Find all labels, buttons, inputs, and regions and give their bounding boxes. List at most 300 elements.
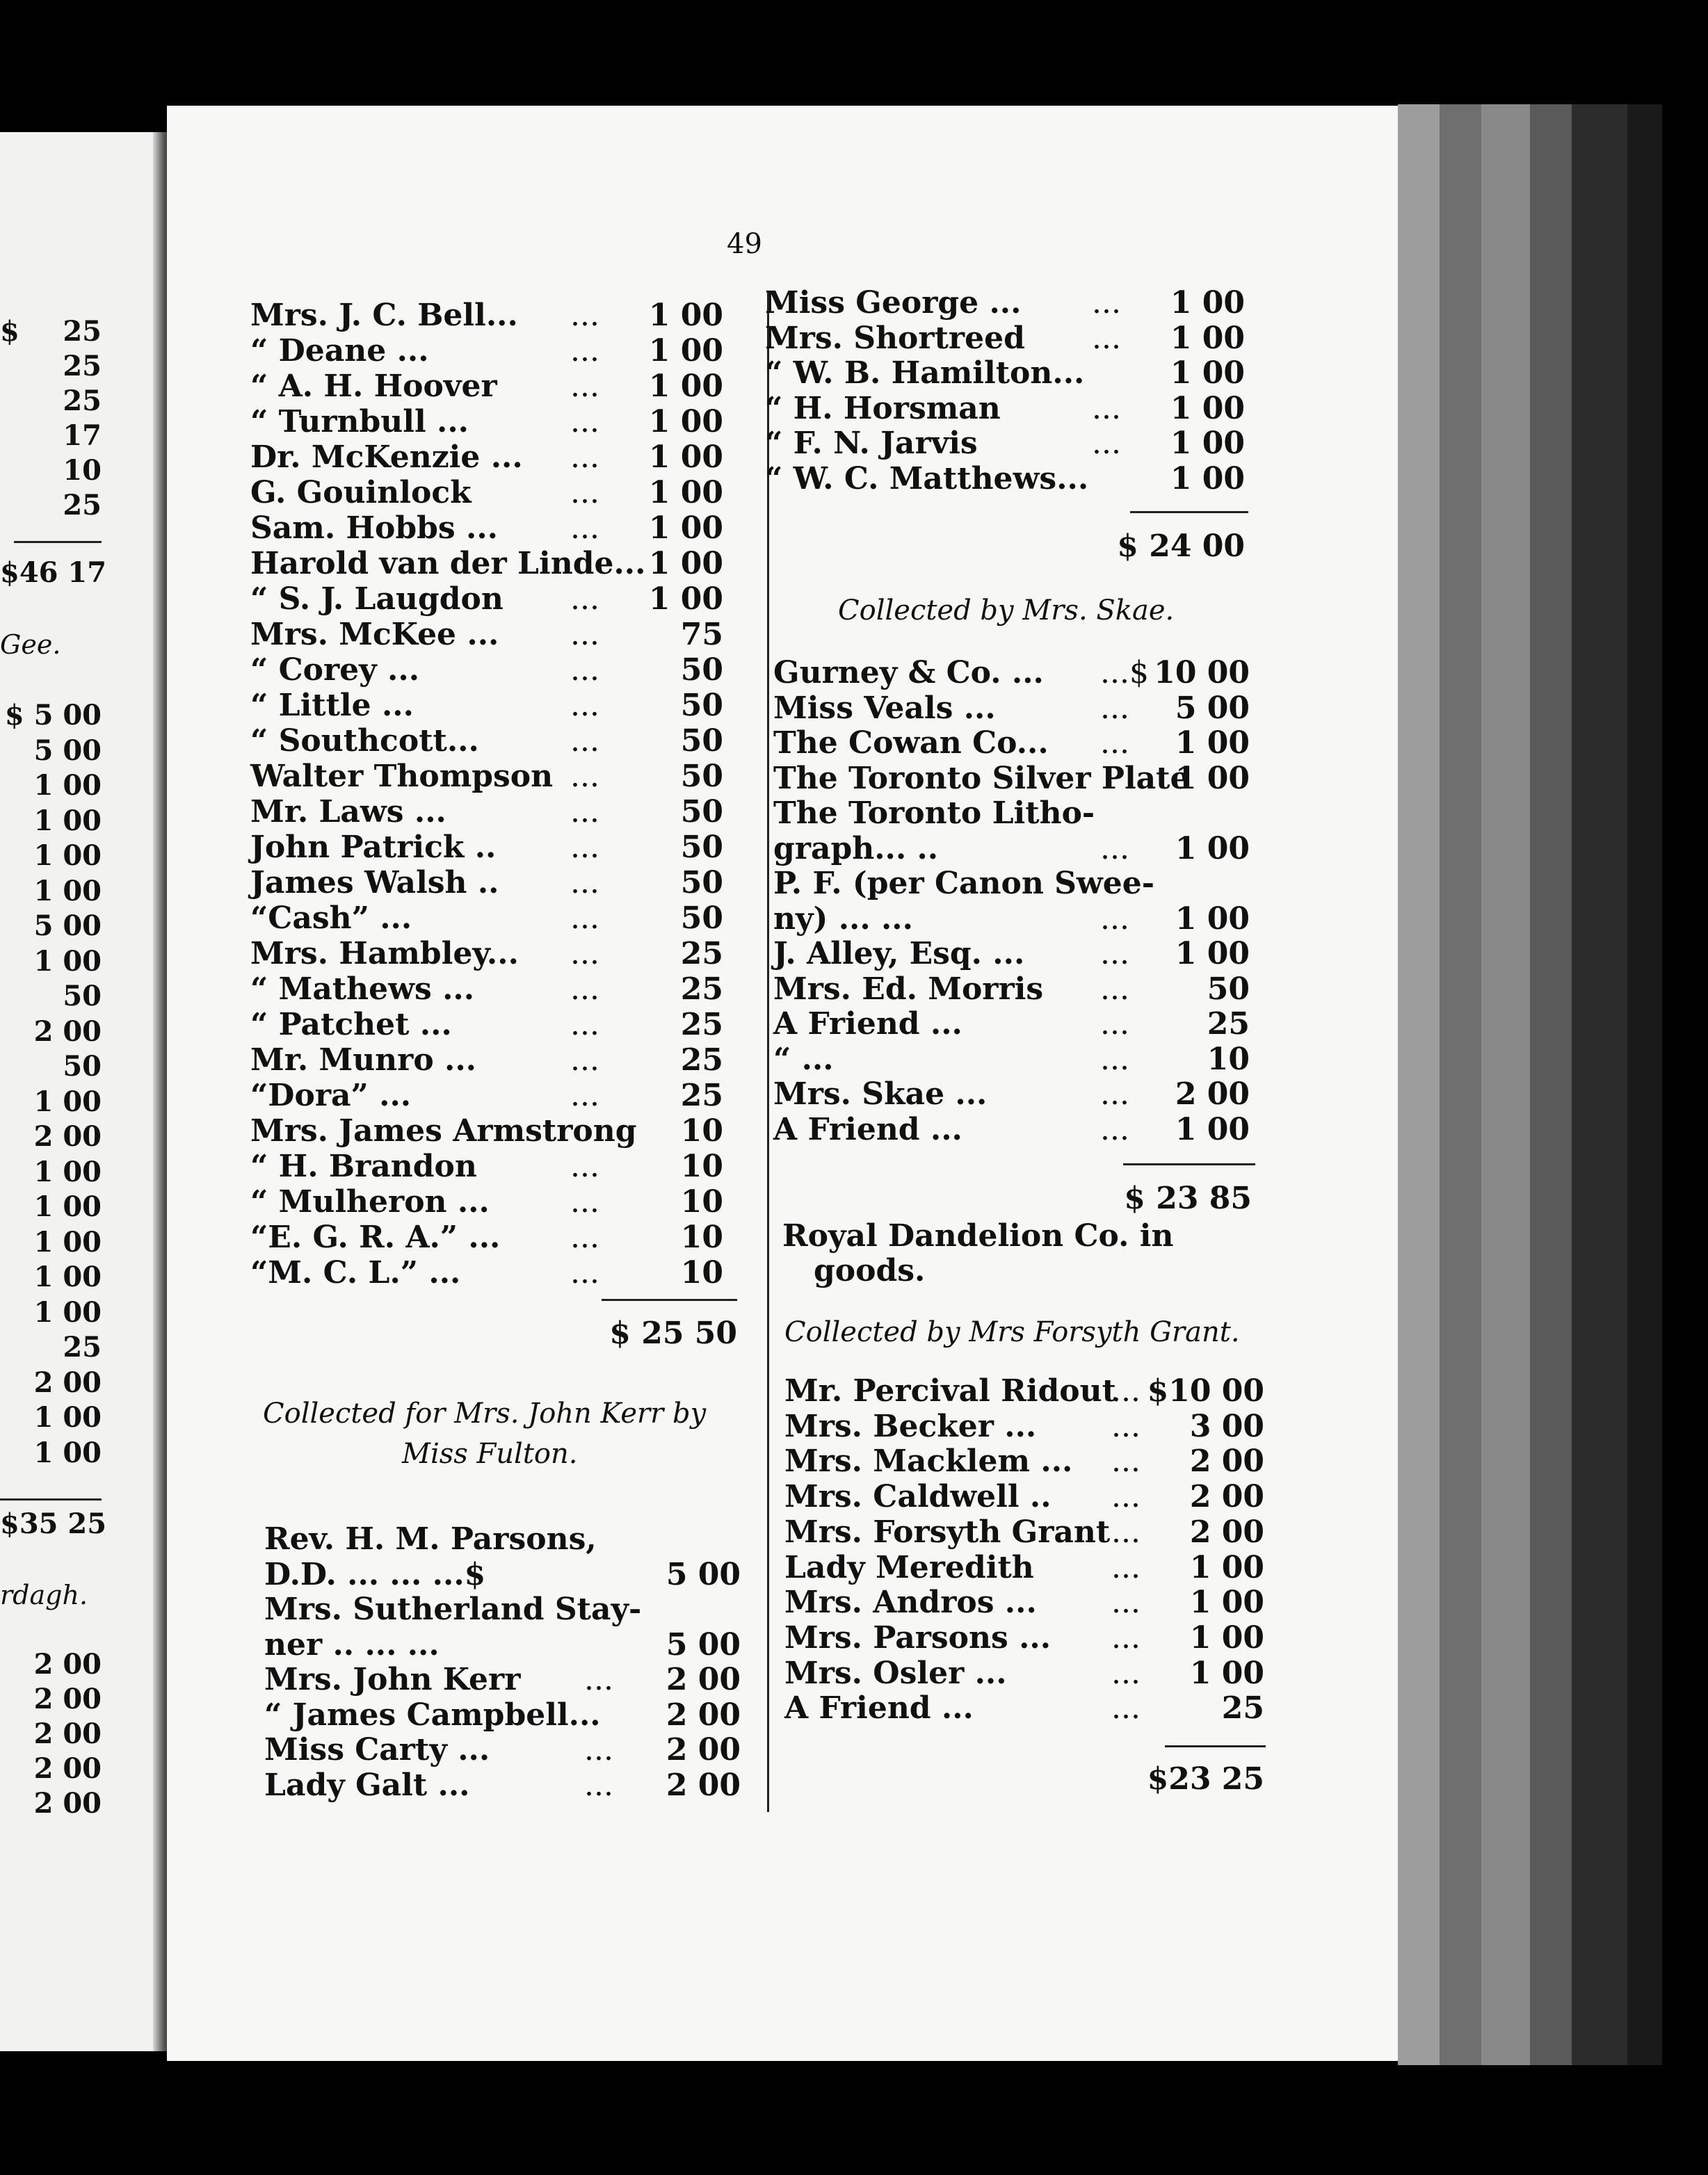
entry-amount: 1 00 <box>1170 285 1245 321</box>
entry-leader: ... <box>570 688 599 723</box>
entry-leader: ... <box>1100 1006 1129 1042</box>
entry-name: “ H. Horsman <box>765 390 1001 426</box>
fragment-amount: 50 <box>63 980 102 1012</box>
entry-amount: 1 00 <box>648 581 723 617</box>
entry-name: P. F. (per Canon Swee- <box>773 866 1155 901</box>
entry-name: The Toronto Silver Plate <box>773 760 1190 796</box>
entry-amount: 1 00 <box>1175 900 1250 937</box>
entry-amount: 10 <box>680 1184 723 1220</box>
section-heading: Collected by Mrs Forsyth Grant. <box>784 1316 1240 1348</box>
entry-amount: 3 00 <box>1189 1408 1264 1444</box>
fragment-amount: 1 00 <box>33 839 102 872</box>
book-cover-edge <box>1572 104 1627 2065</box>
entry-name: Mrs. J. C. Bell... <box>250 298 518 333</box>
ledger-entry <box>264 1662 741 1697</box>
ledger-entry <box>773 655 1250 690</box>
entry-name: Mrs. Hambley... <box>250 936 519 971</box>
ledger-entry <box>250 1149 723 1183</box>
entry-leader: ... <box>570 900 599 936</box>
entry-name: Dr. McKenzie ... <box>250 439 523 475</box>
ledger-entry <box>784 1373 1264 1408</box>
entry-leader: ... <box>570 298 599 333</box>
page-edges <box>1440 104 1481 2065</box>
ledger-entry <box>773 725 1250 760</box>
entry-amount: 2 00 <box>666 1697 741 1733</box>
fragment-amount: 25 <box>63 489 102 521</box>
entry-amount: $10 00 <box>1147 1373 1264 1409</box>
fragment-amount: 25 <box>63 1331 102 1364</box>
fragment-heading: rdagh. <box>0 1580 88 1610</box>
entry-amount: 25 <box>680 1078 723 1113</box>
page-edges <box>1530 104 1572 2065</box>
entry-leader: ... <box>1092 320 1121 356</box>
entry-name: Mrs. Forsyth Grant <box>784 1514 1111 1550</box>
ledger-entry <box>765 391 1245 426</box>
entry-leader: ... <box>1111 1690 1141 1727</box>
entry-name: “ Deane ... <box>250 333 429 369</box>
entry-name: “ ... <box>773 1041 834 1077</box>
entry-leader: ... <box>1100 971 1129 1007</box>
fragment-amount: $ 5 00 <box>4 699 102 731</box>
ledger-entry <box>250 510 723 545</box>
entry-leader: ... <box>570 936 599 971</box>
entry-amount: 1 00 <box>1175 1111 1250 1147</box>
ledger-entry <box>773 831 1250 866</box>
fragment-amount: 10 <box>63 454 102 487</box>
ledger-entry <box>773 761 1250 795</box>
fragment-amount: 5 00 <box>33 734 102 767</box>
entry-leader: ... <box>1100 900 1129 937</box>
entry-name: ny) ... ... <box>773 900 913 937</box>
entry-amount: 25 <box>680 971 723 1007</box>
ledger-entry <box>773 971 1250 1006</box>
fragment-amount: 25 <box>63 385 102 417</box>
entry-name: Lady Galt ... <box>264 1767 470 1803</box>
ledger-entry <box>784 1409 1264 1444</box>
entry-amount: 50 <box>680 723 723 759</box>
ledger-entry <box>250 830 723 864</box>
entry-amount: 1 00 <box>1175 830 1250 866</box>
entry-amount: 75 <box>680 617 723 652</box>
ledger-entry <box>784 1585 1264 1619</box>
ledger-entry <box>250 1042 723 1077</box>
page-number: 49 <box>727 228 762 260</box>
entry-name: “M. C. L.” ... <box>250 1255 461 1291</box>
fragment-amount: 1 00 <box>33 769 102 802</box>
entry-amount: 50 <box>680 688 723 723</box>
ledger-entry <box>250 617 723 652</box>
fragment-amount: 1 00 <box>33 1190 102 1223</box>
entry-amount: 2 00 <box>666 1732 741 1768</box>
entry-amount: 5 00 <box>1175 690 1250 726</box>
entry-name: Miss Veals ... <box>773 690 996 726</box>
entry-leader: ... <box>570 333 599 369</box>
entry-leader: ... <box>1100 725 1129 761</box>
ledger-entry <box>784 1620 1264 1655</box>
fragment-amount: 2 00 <box>33 1683 102 1715</box>
ledger-entry <box>773 866 1250 900</box>
entry-name: John Patrick .. <box>250 830 497 865</box>
entry-name: “Dora” ... <box>250 1078 412 1113</box>
entry-name: “ S. J. Laugdon <box>250 581 503 617</box>
entry-name: Mrs. McKee ... <box>250 617 499 652</box>
ledger-entry <box>765 321 1245 355</box>
entry-leader: ...$ <box>1100 655 1149 690</box>
page-edges <box>1398 104 1440 2065</box>
entry-leader: ... <box>570 369 599 404</box>
ledger-entry <box>773 901 1250 936</box>
fragment-amount: 2 00 <box>33 1787 102 1820</box>
entry-leader: ... <box>1100 936 1129 971</box>
entry-name: “ W. C. Matthews... <box>765 460 1089 496</box>
fragment-amount: 1 00 <box>33 944 102 978</box>
fragment-amount: 5 00 <box>33 909 102 942</box>
entry-leader: ... <box>1111 1549 1141 1585</box>
fragment-amount: 17 <box>63 419 102 452</box>
entry-leader: ... <box>1111 1585 1141 1621</box>
entry-leader: ... <box>570 794 599 830</box>
entry-amount: 50 <box>1207 971 1250 1007</box>
entry-amount: 1 00 <box>1170 390 1245 426</box>
entry-amount: 2 00 <box>666 1767 741 1803</box>
ledger-entry <box>264 1521 741 1556</box>
entry-amount: 1 00 <box>648 510 723 546</box>
entry-leader: ... <box>570 652 599 688</box>
entry-name: Mrs. Ed. Morris <box>773 971 1044 1007</box>
ledger-entry <box>250 546 723 581</box>
entry-name: “ Southcott... <box>250 723 479 759</box>
entry-name: Mrs. Becker ... <box>784 1408 1037 1444</box>
entry-name: “ Corey ... <box>250 652 420 688</box>
entry-name: Mr. Munro ... <box>250 1042 476 1078</box>
page-edges <box>1481 104 1530 2065</box>
entry-name: Miss Carty ... <box>264 1732 490 1768</box>
fragment-amount: 50 <box>63 1050 102 1083</box>
entry-amount: 1 00 <box>648 475 723 510</box>
entry-amount: 25 <box>1221 1690 1264 1727</box>
total-rule <box>14 541 102 543</box>
entry-amount: 2 00 <box>1175 1076 1250 1112</box>
ledger-entry <box>250 652 723 687</box>
entry-leader: ... <box>570 759 599 794</box>
entry-amount: 1 00 <box>648 404 723 439</box>
entry-name: “ Mulheron ... <box>250 1184 490 1220</box>
entry-name: graph... .. <box>773 830 939 866</box>
entry-leader: ... <box>570 1220 599 1255</box>
fragment-amount: 2 00 <box>33 1752 102 1785</box>
ledger-entry <box>250 404 723 439</box>
entry-name: “ James Campbell... <box>264 1697 601 1733</box>
entry-leader: ... <box>584 1767 613 1803</box>
fragment-amount: 2 00 <box>33 1014 102 1048</box>
ledger-entry <box>264 1768 741 1802</box>
entry-name: Mrs. James Armstrong <box>250 1113 637 1149</box>
ledger-entry <box>773 1076 1250 1111</box>
fragment-amount: 1 00 <box>33 1295 102 1329</box>
entry-leader: ... <box>1100 1111 1129 1147</box>
entry-amount: 25 <box>1207 1006 1250 1042</box>
entry-name: Mrs. Osler ... <box>784 1655 1007 1691</box>
entry-leader: ... <box>1092 390 1121 426</box>
entry-amount: 50 <box>680 759 723 794</box>
entry-amount: 5 00 <box>666 1556 741 1592</box>
fragment-total: $46 17 <box>0 556 107 589</box>
entry-amount: 50 <box>680 794 723 830</box>
entry-amount: 1 00 <box>1175 725 1250 761</box>
entry-leader: ... <box>1111 1373 1141 1409</box>
note-line: Royal Dandelion Co. in <box>782 1218 1174 1254</box>
ledger-entry <box>784 1479 1264 1514</box>
entry-name: James Walsh .. <box>250 865 499 900</box>
entry-amount: 1 00 <box>1189 1549 1264 1585</box>
entry-leader: ... <box>570 439 599 475</box>
fragment-amount: 1 00 <box>33 1401 102 1434</box>
ledger-entry <box>250 475 723 510</box>
column-total: $ 24 00 <box>1117 528 1245 564</box>
entry-name: “E. G. R. A.” ... <box>250 1220 501 1255</box>
entry-leader: ... <box>1092 285 1121 321</box>
entry-name: Mrs. Shortreed <box>765 320 1025 356</box>
entry-amount: 50 <box>680 652 723 688</box>
entry-name: Walter Thompson <box>250 759 554 794</box>
entry-leader: ... <box>570 510 599 546</box>
ledger-entry <box>250 1113 723 1148</box>
entry-amount: 1 00 <box>1175 760 1250 796</box>
ledger-entry <box>250 688 723 722</box>
fragment-amount: 2 00 <box>33 1120 102 1153</box>
ledger-entry <box>250 1220 723 1254</box>
entry-amount: 2 00 <box>666 1662 741 1697</box>
ledger-entry <box>264 1697 741 1732</box>
fragment-amount: 2 00 <box>33 1717 102 1750</box>
note-line: goods. <box>814 1253 926 1288</box>
entry-name: “Cash” ... <box>250 900 412 936</box>
entry-leader: ... <box>1111 1444 1141 1480</box>
entry-name: Mrs. Andros ... <box>784 1585 1037 1621</box>
entry-name: The Toronto Litho- <box>773 795 1095 831</box>
entry-amount: 10 <box>680 1149 723 1184</box>
entry-name: “ A. H. Hoover <box>250 369 497 404</box>
entry-leader: ... <box>584 1732 613 1768</box>
fragment-amount: 1 00 <box>33 1261 102 1293</box>
ledger-entry <box>765 355 1245 390</box>
entry-amount: 1 00 <box>1175 936 1250 971</box>
ledger-entry <box>264 1592 741 1626</box>
ledger-entry <box>773 1112 1250 1147</box>
entry-amount: 1 00 <box>648 439 723 475</box>
entry-amount: 10 <box>680 1220 723 1255</box>
ledger-entry <box>773 1006 1250 1041</box>
ledger-entry <box>773 795 1250 830</box>
ledger-entry <box>250 900 723 935</box>
entry-leader: ... <box>570 830 599 865</box>
fragment-total: $35 25 <box>0 1507 107 1540</box>
entry-amount: 1 00 <box>1170 426 1245 461</box>
fragment-amount: 2 00 <box>33 1366 102 1399</box>
entry-name: Rev. H. M. Parsons, <box>264 1521 597 1557</box>
column-total: $ 23 85 <box>1124 1181 1252 1216</box>
ledger-entry <box>250 794 723 829</box>
entry-name: Mr. Percival Ridout <box>784 1373 1116 1409</box>
section-heading: Collected for Mrs. John Kerr by <box>263 1398 707 1430</box>
entry-name: “ W. B. Hamilton... <box>765 355 1085 391</box>
ledger-entry <box>773 936 1250 971</box>
entry-leader: ... <box>570 475 599 510</box>
ledger-entry <box>250 298 723 332</box>
ledger-entry <box>250 333 723 368</box>
entry-amount: 2 00 <box>1189 1514 1264 1550</box>
column-total: $ 25 50 <box>609 1316 737 1351</box>
ledger-entry <box>250 1255 723 1290</box>
entry-leader: ... <box>570 617 599 652</box>
entry-leader: ... <box>570 865 599 900</box>
entry-leader: ... <box>584 1662 613 1697</box>
ledger-entry <box>784 1690 1264 1725</box>
entry-name: Lady Meredith <box>784 1549 1034 1585</box>
entry-name: Mrs. John Kerr <box>264 1662 521 1697</box>
entry-amount: 1 00 <box>1170 320 1245 356</box>
total-rule <box>1165 1745 1266 1747</box>
entry-leader: ... <box>1111 1408 1141 1444</box>
entry-name: Sam. Hobbs ... <box>250 510 498 546</box>
entry-leader: ... <box>570 404 599 439</box>
ledger-entry <box>250 723 723 758</box>
entry-name: “ Patchet ... <box>250 1007 452 1042</box>
entry-amount: 2 00 <box>1189 1444 1264 1480</box>
entry-leader: ... <box>570 723 599 759</box>
entry-leader: ... <box>570 1149 599 1184</box>
entry-amount: 2 00 <box>1189 1479 1264 1515</box>
entry-leader: ... <box>1100 1041 1129 1077</box>
entry-name: Mr. Laws ... <box>250 794 446 830</box>
entry-leader: ... <box>1092 426 1121 461</box>
fragment-amount: 25 <box>63 350 102 382</box>
entry-leader: ... <box>1111 1514 1141 1550</box>
fragment-amount: 1 00 <box>33 1085 102 1118</box>
fragment-amount: 1 00 <box>33 1155 102 1188</box>
entry-leader: ... <box>570 1007 599 1042</box>
entry-amount: 1 00 <box>648 298 723 333</box>
entry-amount: 1 00 <box>1189 1619 1264 1656</box>
total-rule <box>1130 511 1248 513</box>
fragment-amount: 1 00 <box>33 874 102 907</box>
entry-leader: ... <box>1100 1076 1129 1112</box>
ledger-entry <box>250 759 723 793</box>
ledger-entry <box>250 581 723 616</box>
entry-amount: 1 00 <box>648 546 723 581</box>
ledger-entry <box>765 285 1245 320</box>
total-rule <box>0 1498 102 1501</box>
fragment-heading: Gee. <box>0 629 61 660</box>
total-rule <box>1123 1163 1255 1165</box>
column-divider <box>767 292 769 1812</box>
entry-name: J. Alley, Esq. ... <box>773 936 1025 971</box>
entry-amount: 25 <box>680 1007 723 1042</box>
ledger-entry <box>250 439 723 474</box>
entry-leader: ... <box>1100 690 1129 726</box>
entry-amount: 10 <box>680 1255 723 1291</box>
entry-leader: ... <box>1111 1655 1141 1691</box>
fragment-amount: 1 00 <box>33 804 102 837</box>
section-heading: Collected by Mrs. Skae. <box>838 595 1175 626</box>
entry-leader: ... <box>570 581 599 617</box>
book-cover-edge <box>1627 104 1662 2065</box>
ledger-entry <box>250 369 723 403</box>
ledger-entry <box>250 1184 723 1219</box>
ledger-entry <box>250 1078 723 1113</box>
ledger-entry <box>250 971 723 1006</box>
ledger-entry <box>765 461 1245 496</box>
entry-name: “ Turnbull ... <box>250 404 469 439</box>
fragment-amount: 25 <box>63 315 102 348</box>
ledger-entry <box>264 1557 741 1592</box>
column-total: $23 25 <box>1147 1761 1264 1797</box>
entry-name: Mrs. Skae ... <box>773 1076 988 1112</box>
entry-leader: ... <box>1111 1479 1141 1515</box>
entry-amount: 1 00 <box>648 333 723 369</box>
entry-name: “ Mathews ... <box>250 971 475 1007</box>
fragment-amount: 1 00 <box>33 1225 102 1259</box>
ledger-entry <box>784 1656 1264 1690</box>
fragment-symbol: $ <box>0 315 19 348</box>
entry-amount: 10 <box>680 1113 723 1149</box>
entry-name: Mrs. Macklem ... <box>784 1444 1073 1480</box>
entry-leader: ... <box>1100 830 1129 866</box>
entry-leader: ... <box>1111 1619 1141 1656</box>
entry-name: Harold van der Linde... <box>250 546 646 581</box>
fragment-amount: 2 00 <box>33 1648 102 1681</box>
entry-amount: 1 00 <box>648 369 723 404</box>
entry-amount: 1 00 <box>1170 355 1245 391</box>
ledger-entry <box>264 1627 741 1662</box>
entry-leader: ... <box>570 1078 599 1113</box>
entry-name: The Cowan Co... <box>773 725 1049 761</box>
fragment-amount: 1 00 <box>33 1436 102 1469</box>
ledger-entry <box>250 865 723 900</box>
entry-name: G. Gouinlock <box>250 475 472 510</box>
entry-name: Mrs. Caldwell .. <box>784 1479 1052 1515</box>
entry-name: Miss George ... <box>765 285 1022 321</box>
ledger-entry <box>250 1007 723 1042</box>
entry-amount: 10 <box>1207 1041 1250 1077</box>
entry-leader: ... <box>570 1042 599 1078</box>
entry-amount: 10 00 <box>1154 655 1250 690</box>
entry-amount: 50 <box>680 900 723 936</box>
entry-amount: 25 <box>680 1042 723 1078</box>
entry-leader: ... <box>570 1184 599 1220</box>
ledger-entry <box>784 1444 1264 1478</box>
entry-name: Mrs. Parsons ... <box>784 1619 1052 1656</box>
ledger-entry <box>773 1042 1250 1076</box>
entry-name: “ Little ... <box>250 688 414 723</box>
entry-name: A Friend ... <box>784 1690 974 1727</box>
entry-amount: 25 <box>680 936 723 971</box>
entry-leader: ... <box>570 1255 599 1291</box>
ledger-entry <box>765 426 1245 460</box>
ledger-entry <box>784 1550 1264 1585</box>
entry-amount: 5 00 <box>666 1626 741 1663</box>
ledger-entry <box>773 690 1250 725</box>
entry-name: Gurney & Co. ... <box>773 655 1044 690</box>
entry-name: D.D. ... ... ...$ <box>264 1556 486 1592</box>
ledger-entry <box>264 1732 741 1767</box>
entry-amount: 1 00 <box>1170 460 1245 496</box>
entry-amount: 1 00 <box>1189 1585 1264 1621</box>
entry-name: “ H. Brandon <box>250 1149 477 1184</box>
entry-leader: ... <box>570 971 599 1007</box>
section-heading: Miss Fulton. <box>402 1438 578 1470</box>
entry-amount: 50 <box>680 865 723 900</box>
